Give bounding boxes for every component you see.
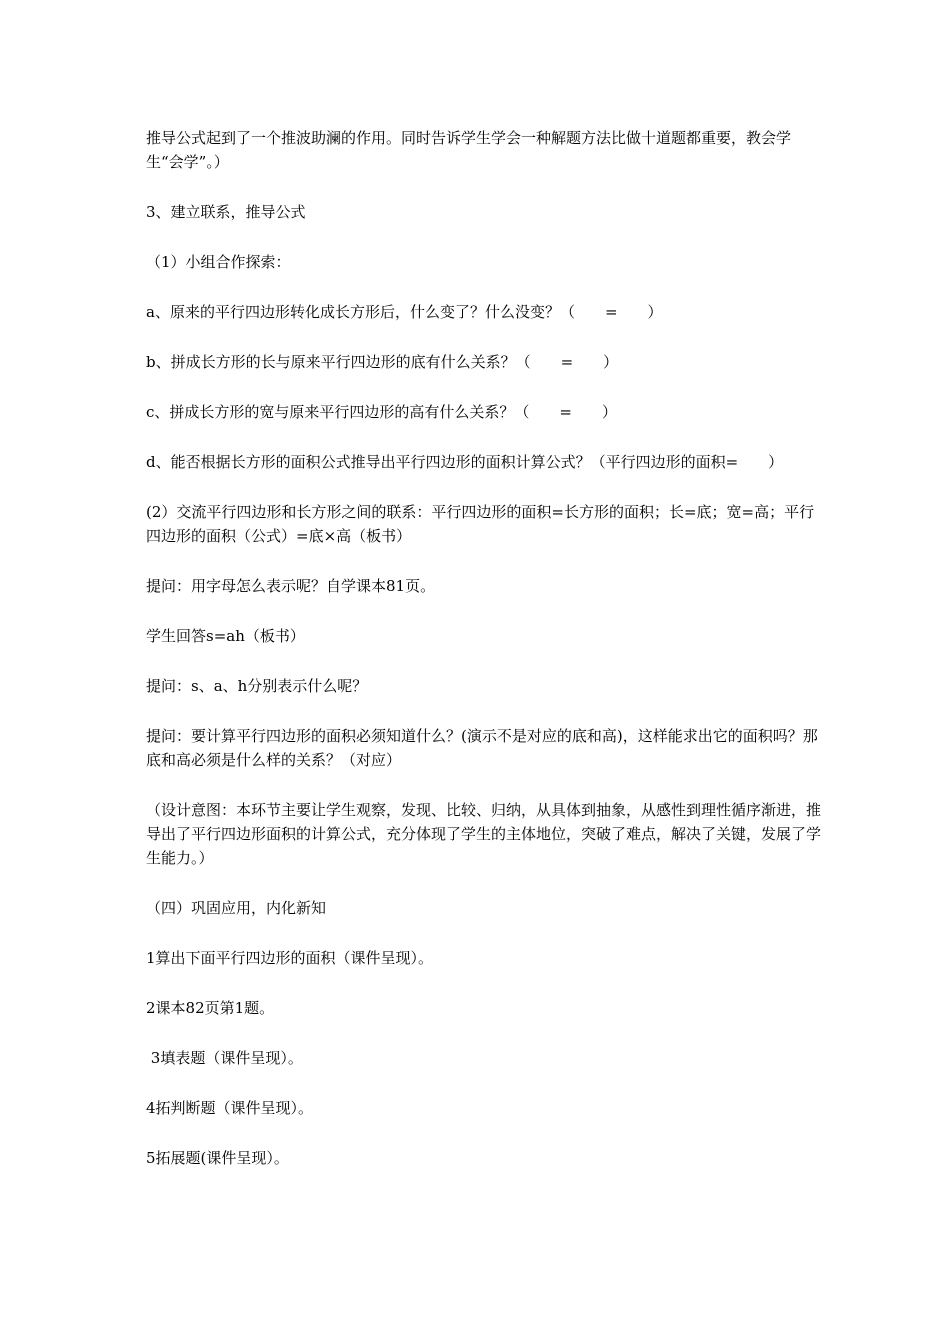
question-a: a、原来的平行四边形转化成长方形后，什么变了？什么没变？（ = ） xyxy=(146,303,663,321)
paragraph-student-answer: 学生回答s=ah（板书） xyxy=(146,627,305,645)
paragraph-question-letters: 提问：用字母怎么表示呢？自学课本81页。 xyxy=(146,577,436,595)
paragraph-relation: (2）交流平行四边形和长方形之间的联系：平行四边形的面积=长方形的面积；长=底；宽=高；平行四边形的面积（公式）=底×高（板书） xyxy=(146,503,815,545)
section-heading-formula: 3、建立联系，推导公式 xyxy=(146,203,306,221)
question-c: c、拼成长方形的宽与原来平行四边形的高有什么关系？（ = ） xyxy=(146,403,617,421)
question-d: d、能否根据长方形的面积公式推导出平行四边形的面积计算公式？（平行四边形的面积= ） xyxy=(146,453,784,471)
section-heading-consolidate: （四）巩固应用，内化新知 xyxy=(146,899,327,917)
paragraph-design-intent: （设计意图：本环节主要让学生观察，发现、比较、归纳，从具体到抽象，从感性到理性循序渐进，推导出了平行四边形面积的计算公式，充分体现了学生的主体地位，突破了难点，解决了关键，发展了学生能力。） xyxy=(146,801,822,867)
exercise-3: 3填表题（课件呈现）。 xyxy=(146,1049,303,1067)
exercise-5: 5拓展题(课件呈现）。 xyxy=(146,1149,289,1167)
exercise-2: 2课本82页第1题。 xyxy=(146,999,275,1017)
paragraph-intent-summary: 推导公式起到了一个推波助澜的作用。同时告诉学生学会一种解题方法比做十道题都重要，教会学生“会学”。） xyxy=(146,129,792,171)
paragraph-question-base-height: 提问：要计算平行四边形的面积必须知道什么？(演示不是对应的底和高)，这样能求出它的面积吗？那底和高必须是什么样的关系？（对应） xyxy=(146,727,818,769)
document-page xyxy=(146,126,826,1196)
paragraph-question-meaning: 提问：s、a、h分别表示什么呢？ xyxy=(146,677,368,695)
exercise-4: 4拓判断题（课件呈现）。 xyxy=(146,1099,314,1117)
exercise-1: 1算出下面平行四边形的面积（课件呈现）。 xyxy=(146,949,434,967)
question-b: b、拼成长方形的长与原来平行四边形的底有什么关系？（ = ） xyxy=(146,353,619,371)
subheading-group-explore: （1）小组合作探索： xyxy=(146,253,291,271)
